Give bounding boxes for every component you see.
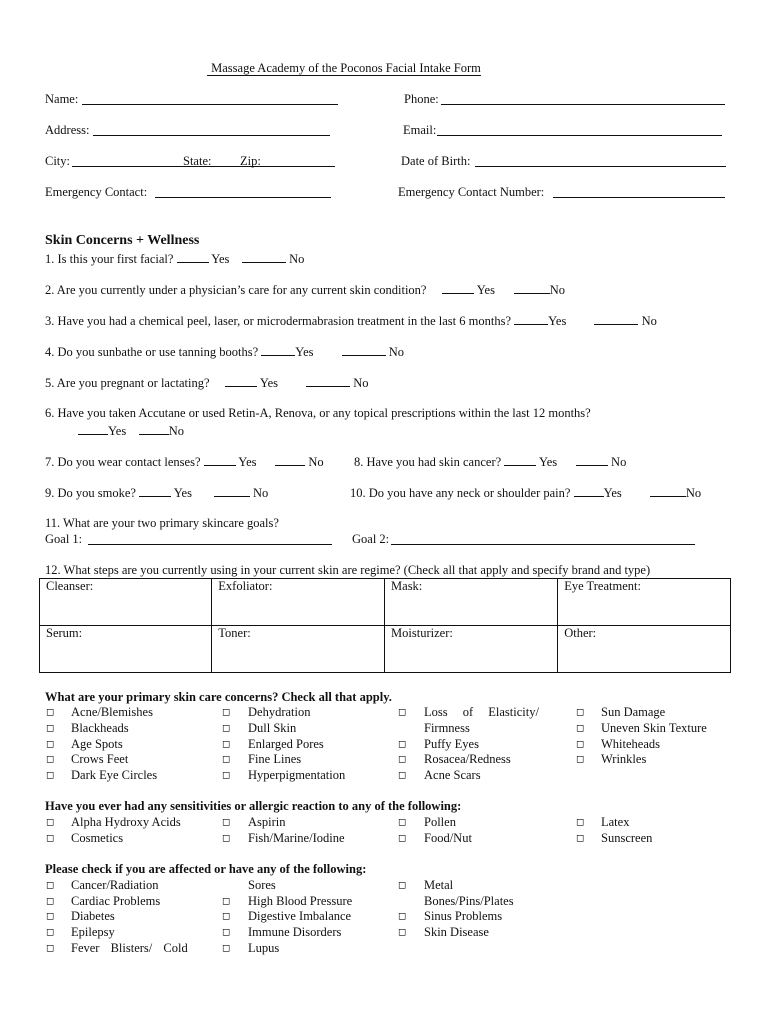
checkbox[interactable]: ◻ (398, 739, 407, 750)
q6-yes-blank[interactable] (78, 422, 108, 435)
q4-no-blank[interactable] (342, 343, 386, 356)
q8-yes-blank[interactable] (504, 453, 536, 466)
checkbox[interactable]: ◻ (576, 833, 585, 844)
concern-label: Blackheads (71, 721, 129, 735)
checkbox[interactable]: ◻ (222, 754, 231, 765)
question-8: 8. Have you had skin cancer? Yes No (354, 455, 627, 469)
concern-label: Acne Scars (424, 768, 481, 782)
question-1: 1. Is this your first facial? Yes No (45, 252, 305, 266)
email-field[interactable] (437, 135, 722, 136)
q5-yes-blank[interactable] (225, 374, 257, 387)
checkbox[interactable]: ◻ (46, 896, 55, 907)
checkbox[interactable]: ◻ (398, 817, 407, 828)
question-4: 4. Do you sunbathe or use tanning booths? Yes No (45, 345, 405, 359)
q10-no-blank[interactable] (650, 484, 686, 497)
checkbox[interactable]: ◻ (222, 927, 231, 938)
checkbox[interactable]: ◻ (222, 943, 231, 954)
moisturizer-cell[interactable]: Moisturizer: (385, 626, 558, 673)
dob-label: Date of Birth: (401, 154, 471, 168)
q2-no-blank[interactable] (514, 281, 550, 294)
question-12: 12. What steps are you currently using in your current skin are regime? (Check all that apply and specify brand and type) (45, 563, 651, 577)
condition-label: Diabetes (71, 909, 115, 923)
emergency-number-label: Emergency Contact Number: (398, 185, 545, 199)
concern-label: Loss of Elasticity/ (424, 705, 539, 719)
cleanser-cell[interactable]: Cleanser: (40, 579, 212, 626)
checkbox[interactable]: ◻ (222, 833, 231, 844)
q1-no-blank[interactable] (242, 250, 286, 263)
q10-yes-blank[interactable] (574, 484, 604, 497)
q7-no-blank[interactable] (275, 453, 305, 466)
sensitivity-label: Pollen (424, 815, 456, 829)
concern-label: Enlarged Pores (248, 737, 324, 751)
checkbox[interactable]: ◻ (46, 739, 55, 750)
sensitivity-label: Aspirin (248, 815, 286, 829)
emergency-number-field[interactable] (553, 197, 725, 198)
concern-label: Hyperpigmentation (248, 768, 346, 782)
goal1-field[interactable] (88, 544, 332, 545)
name-label: Name: (45, 92, 79, 106)
checkbox[interactable]: ◻ (222, 817, 231, 828)
sensitivity-label: Sunscreen (601, 831, 653, 845)
question-2: 2. Are you currently under a physician’s care for any current skin condition? Yes No (45, 283, 566, 297)
concern-label: Whiteheads (601, 737, 661, 751)
condition-label: Skin Disease (424, 925, 489, 939)
checkbox[interactable]: ◻ (222, 739, 231, 750)
checkbox[interactable]: ◻ (222, 770, 231, 781)
concerns-heading: What are your primary skin care concerns? Check all that apply. (45, 690, 392, 704)
checkbox[interactable]: ◻ (576, 754, 585, 765)
concern-label: Crows Feet (71, 752, 129, 766)
q7-yes-blank[interactable] (204, 453, 236, 466)
exfoliator-cell[interactable]: Exfoliator: (212, 579, 385, 626)
concern-label: Age Spots (71, 737, 123, 751)
conditions-heading: Please check if you are affected or have any of the following: (45, 862, 367, 876)
checkbox[interactable]: ◻ (398, 770, 407, 781)
condition-label: Cardiac Problems (71, 894, 161, 908)
concern-label: Uneven Skin Texture (601, 721, 707, 735)
checkbox[interactable]: ◻ (398, 927, 407, 938)
section-heading: Skin Concerns + Wellness (45, 233, 200, 248)
checkbox[interactable]: ◻ (222, 896, 231, 907)
concern-label: Sun Damage (601, 705, 666, 719)
condition-label: Epilepsy (71, 925, 115, 939)
address-field[interactable] (93, 135, 330, 136)
question-3: 3. Have you had a chemical peel, laser, or microdermabrasion treatment in the last 6 months? Yes No (45, 314, 657, 328)
q2-yes-blank[interactable] (442, 281, 474, 294)
condition-label: High Blood Pressure (248, 894, 353, 908)
condition-label: Sores (248, 878, 276, 892)
condition-label: Sinus Problems (424, 909, 503, 923)
checkbox[interactable]: ◻ (576, 707, 585, 718)
emergency-contact-field[interactable] (155, 197, 331, 198)
checkbox[interactable]: ◻ (576, 739, 585, 750)
question-10: 10. Do you have any neck or shoulder pain? Yes No (350, 486, 702, 500)
email-label: Email: (403, 123, 437, 137)
checkbox[interactable]: ◻ (398, 880, 407, 891)
address-label: Address: (45, 123, 90, 137)
question-6-answers: Yes No (78, 422, 184, 439)
sensitivity-label: Alpha Hydroxy Acids (71, 815, 181, 829)
question-5: 5. Are you pregnant or lactating? Yes No (45, 376, 369, 390)
condition-label: Metal (424, 878, 454, 892)
checkbox[interactable]: ◻ (46, 817, 55, 828)
dob-field[interactable] (475, 166, 726, 167)
goal2-label: Goal 2: (352, 532, 390, 546)
question-6: 6. Have you taken Accutane or used Retin-A, Renova, or any topical prescriptions within the last 12 months? (45, 406, 591, 420)
q9-no-blank[interactable] (214, 484, 250, 497)
concern-label: Firmness (424, 721, 470, 735)
checkbox[interactable]: ◻ (222, 911, 231, 922)
q9-yes-blank[interactable] (139, 484, 171, 497)
condition-label: Lupus (248, 941, 280, 955)
phone-field[interactable] (441, 104, 725, 105)
checkbox[interactable]: ◻ (398, 707, 407, 718)
condition-label: Digestive Imbalance (248, 909, 352, 923)
q3-no-blank[interactable] (594, 312, 638, 325)
concern-label: Dark Eye Circles (71, 768, 158, 782)
condition-label: Bones/Pins/Plates (424, 894, 514, 908)
emergency-contact-label: Emergency Contact: (45, 185, 148, 199)
eye-treatment-cell[interactable]: Eye Treatment: (558, 579, 731, 626)
city-label: City: (45, 154, 71, 168)
other-cell[interactable]: Other: (558, 626, 731, 673)
concern-label: Fine Lines (248, 752, 302, 766)
q4-yes-blank[interactable] (261, 343, 295, 356)
sensitivity-label: Cosmetics (71, 831, 124, 845)
state-label: State: (183, 154, 212, 168)
checkbox[interactable]: ◻ (398, 833, 407, 844)
concern-label: Wrinkles (601, 752, 647, 766)
phone-label: Phone: (404, 92, 439, 106)
sensitivity-label: Latex (601, 815, 630, 829)
sensitivities-heading: Have you ever had any sensitivities or allergic reaction to any of the following: (45, 799, 462, 813)
checkbox[interactable]: ◻ (46, 833, 55, 844)
goal2-field[interactable] (391, 544, 695, 545)
checkbox[interactable]: ◻ (398, 754, 407, 765)
toner-cell[interactable]: Toner: (212, 626, 385, 673)
checkbox[interactable]: ◻ (46, 911, 55, 922)
checkbox[interactable]: ◻ (46, 754, 55, 765)
question-11: 11. What are your two primary skincare goals? (45, 516, 279, 530)
checkbox[interactable]: ◻ (576, 723, 585, 734)
checkbox[interactable]: ◻ (398, 911, 407, 922)
q6-no-blank[interactable] (139, 422, 169, 435)
q1-yes-blank[interactable] (177, 250, 209, 263)
checkbox[interactable]: ◻ (222, 723, 231, 734)
checkbox[interactable]: ◻ (576, 817, 585, 828)
concern-label: Dull Skin (248, 721, 297, 735)
question-7: 7. Do you wear contact lenses? Yes No (45, 455, 324, 469)
checkbox[interactable]: ◻ (46, 927, 55, 938)
name-field[interactable] (82, 104, 338, 105)
concern-label: Dehydration (248, 705, 311, 719)
sensitivity-label: Food/Nut (424, 831, 472, 845)
checkbox[interactable]: ◻ (46, 880, 55, 891)
condition-label: Cancer/Radiation (71, 878, 159, 892)
condition-label: Immune Disorders (248, 925, 342, 939)
zip-label: Zip: (240, 154, 261, 168)
skincare-steps-table (39, 578, 731, 673)
mask-cell[interactable]: Mask: (385, 579, 558, 626)
sensitivity-label: Fish/Marine/Iodine (248, 831, 345, 845)
checkbox[interactable]: ◻ (46, 770, 55, 781)
checkbox[interactable]: ◻ (222, 707, 231, 718)
condition-label: Fever Blisters/ Cold (71, 941, 188, 955)
concern-label: Puffy Eyes (424, 737, 479, 751)
form-title: Massage Academy of the Poconos Facial Intake Form (0, 61, 688, 76)
serum-cell[interactable]: Serum: (40, 626, 212, 673)
checkbox[interactable]: ◻ (46, 723, 55, 734)
goal1-label: Goal 1: (45, 532, 83, 546)
q3-yes-blank[interactable] (514, 312, 548, 325)
concern-label: Acne/Blemishes (71, 705, 153, 719)
checkbox[interactable]: ◻ (46, 707, 55, 718)
concern-label: Rosacea/Redness (424, 752, 511, 766)
checkbox[interactable]: ◻ (46, 943, 55, 954)
question-9: 9. Do you smoke? Yes No (45, 486, 269, 500)
q5-no-blank[interactable] (306, 374, 350, 387)
q8-no-blank[interactable] (576, 453, 608, 466)
